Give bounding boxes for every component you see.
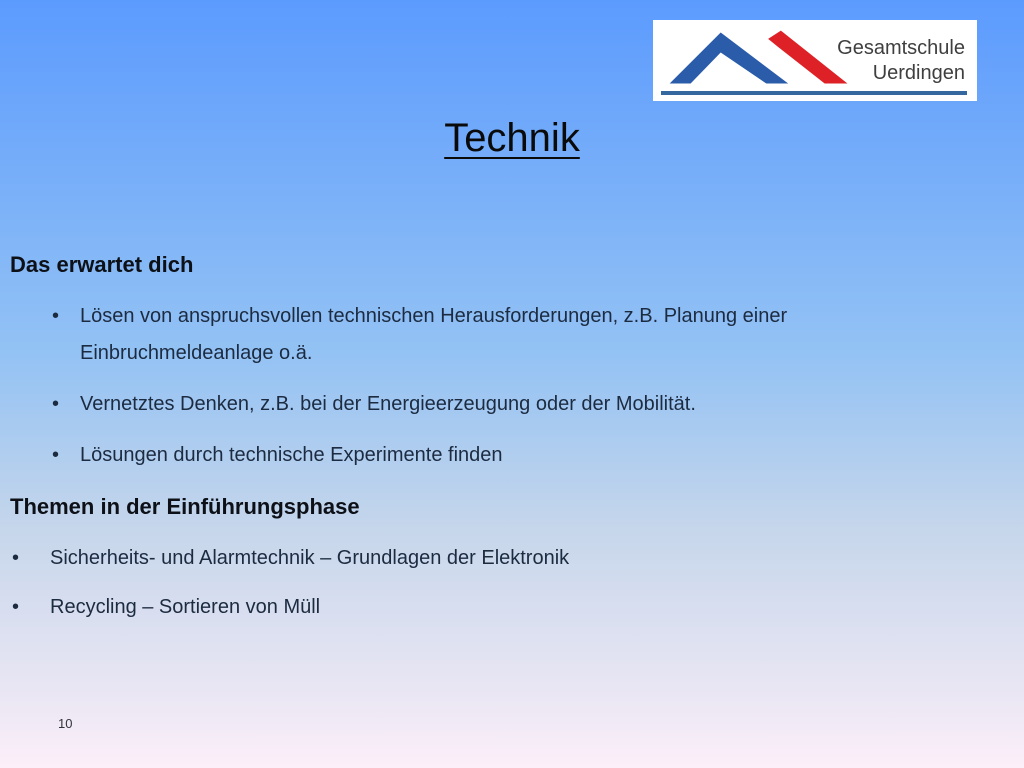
list-item bbox=[52, 386, 912, 423]
mountain-logo-icon bbox=[663, 27, 855, 89]
section-heading-themen-einfuehrungsphase: Themen in der Einführungsphase bbox=[10, 494, 360, 519]
list-item-text: Sicherheits- und Alarmtechnik – Grundlagen der Elektronik bbox=[50, 547, 570, 569]
list-item-text: Lösen von anspruchsvollen technischen Herausforderungen, z.B. Planung einer Einbruchmeldeanlage o.ä. bbox=[80, 305, 788, 364]
logo-text bbox=[837, 36, 965, 86]
list-item-text: Vernetztes Denken, z.B. bei der Energieerzeugung oder der Mobilität. bbox=[80, 393, 696, 415]
list-item bbox=[52, 437, 912, 474]
list-item bbox=[52, 298, 912, 372]
list-item bbox=[12, 589, 932, 626]
bullet-icon: • bbox=[52, 444, 60, 466]
logo-text-line1: Gesamtschule bbox=[837, 37, 965, 59]
section-heading-das-erwartet-dich: Das erwartet dich bbox=[10, 252, 194, 277]
school-logo bbox=[653, 20, 977, 101]
logo-underline-rule bbox=[661, 91, 967, 95]
bullet-list-themen bbox=[12, 540, 932, 638]
list-item-text: Lösungen durch technische Experimente finden bbox=[80, 444, 503, 466]
red-mountain-shape bbox=[768, 31, 847, 84]
bullet-icon: • bbox=[52, 305, 60, 327]
bullet-icon: • bbox=[52, 393, 60, 415]
page-number: 10 bbox=[58, 716, 73, 731]
list-item-text: Recycling – Sortieren von Müll bbox=[50, 596, 321, 618]
bullet-icon: • bbox=[12, 547, 20, 569]
list-item bbox=[12, 540, 932, 577]
bullet-icon: • bbox=[12, 596, 20, 618]
logo-text-line2: Uerdingen bbox=[872, 62, 965, 84]
slide-title bbox=[0, 116, 1024, 161]
slide-title-text: Technik bbox=[444, 116, 580, 160]
bullet-list-expectations bbox=[52, 298, 912, 488]
